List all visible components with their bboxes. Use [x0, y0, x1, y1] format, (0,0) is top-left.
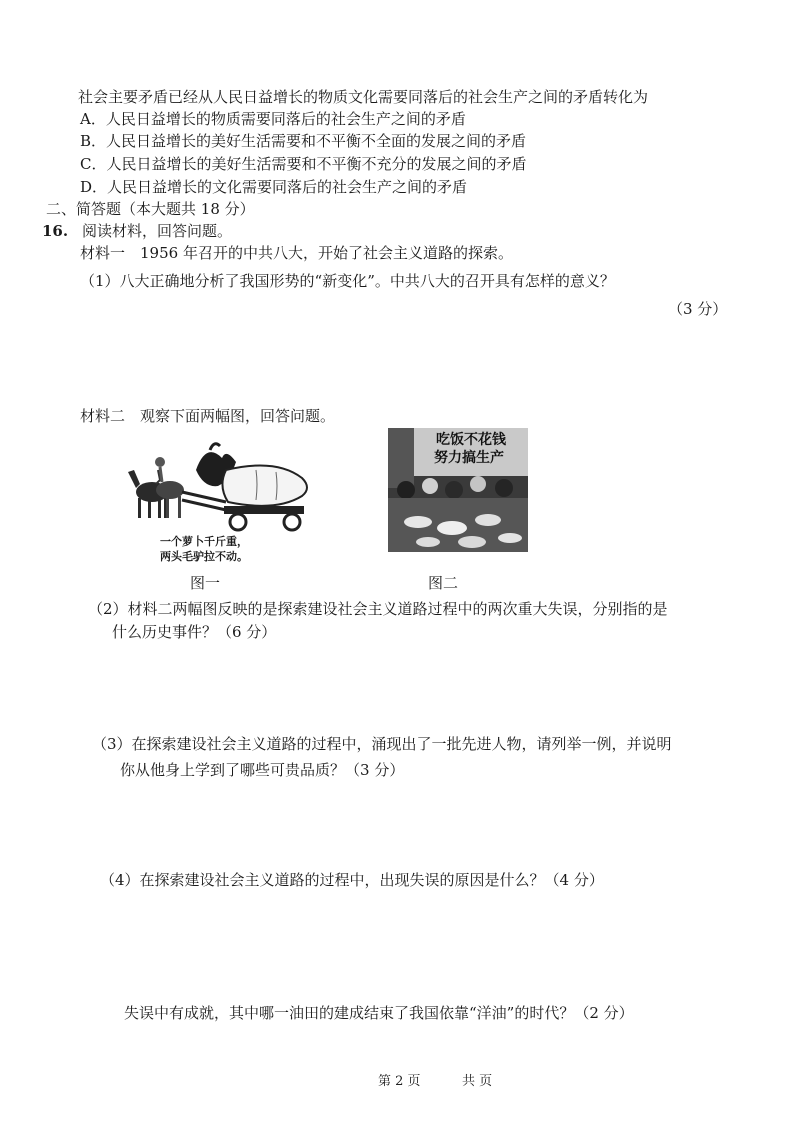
figure2-label: 图二 — [428, 574, 459, 592]
sub-question-1: （1）八大正确地分析了我国形势的“新变化”。中共八大的召开具有怎样的意义？ — [80, 272, 615, 290]
photo-slogan-line1: 吃饭不花钱 — [436, 432, 506, 448]
sub-question-2-line2: 什么历史事件？（6 分） — [112, 623, 277, 641]
section-heading: 二、简答题（本大题共 18 分） — [46, 200, 255, 218]
page-number: 第 2 页 — [378, 1074, 421, 1089]
figure1-label: 图一 — [190, 574, 221, 592]
canteen-photo — [388, 428, 528, 552]
question-intro: 阅读材料，回答问题。 — [82, 222, 233, 240]
sub-question-5: 失误中有成就，其中哪一油田的建成结束了我国依靠“洋油”的时代？（2 分） — [124, 1004, 634, 1022]
cartoon-caption-line1: 一个萝卜千斤重， — [160, 535, 248, 548]
option-a: A．人民日益增长的物质需要同落后的社会生产之间的矛盾 — [80, 110, 466, 128]
option-b: B．人民日益增长的美好生活需要和不平衡不全面的发展之间的矛盾 — [80, 132, 527, 150]
option-d: D．人民日益增长的文化需要同落后的社会生产之间的矛盾 — [80, 178, 468, 196]
cartoon-donkey-cart-figure — [126, 440, 316, 540]
donkey-icon — [128, 457, 184, 518]
sub-question-3-line2: 你从他身上学到了哪些可贵品质？（3 分） — [120, 761, 405, 779]
material-one: 材料一 1956 年召开的中共八大，开始了社会主义道路的探索。 — [80, 244, 513, 262]
score-q1: （3 分） — [668, 300, 728, 318]
material-two: 材料二 观察下面两幅图，回答问题。 — [80, 407, 336, 425]
photo-slogan-line2: 努力搞生产 — [434, 450, 504, 466]
question-stem: 社会主要矛盾已经从人民日益增长的物质文化需要同落后的社会生产之间的矛盾转化为 — [78, 88, 649, 106]
sub-question-2-line1: （2）材料二两幅图反映的是探索建设社会主义道路过程中的两次重大失误，分别指的是 — [88, 600, 668, 618]
question-number: 16. — [42, 222, 69, 240]
cartoon-caption-line2: 两头毛驴拉不动。 — [160, 550, 248, 563]
sub-question-3-line1: （3）在探索建设社会主义道路的过程中，涌现出了一批先进人物，请列举一例，并说明 — [92, 735, 672, 753]
sub-question-4: （4）在探索建设社会主义道路的过程中，出现失误的原因是什么？（4 分） — [100, 871, 604, 889]
option-c: C．人民日益增长的美好生活需要和不平衡不充分的发展之间的矛盾 — [80, 155, 527, 173]
page-total: 共 页 — [462, 1074, 493, 1089]
